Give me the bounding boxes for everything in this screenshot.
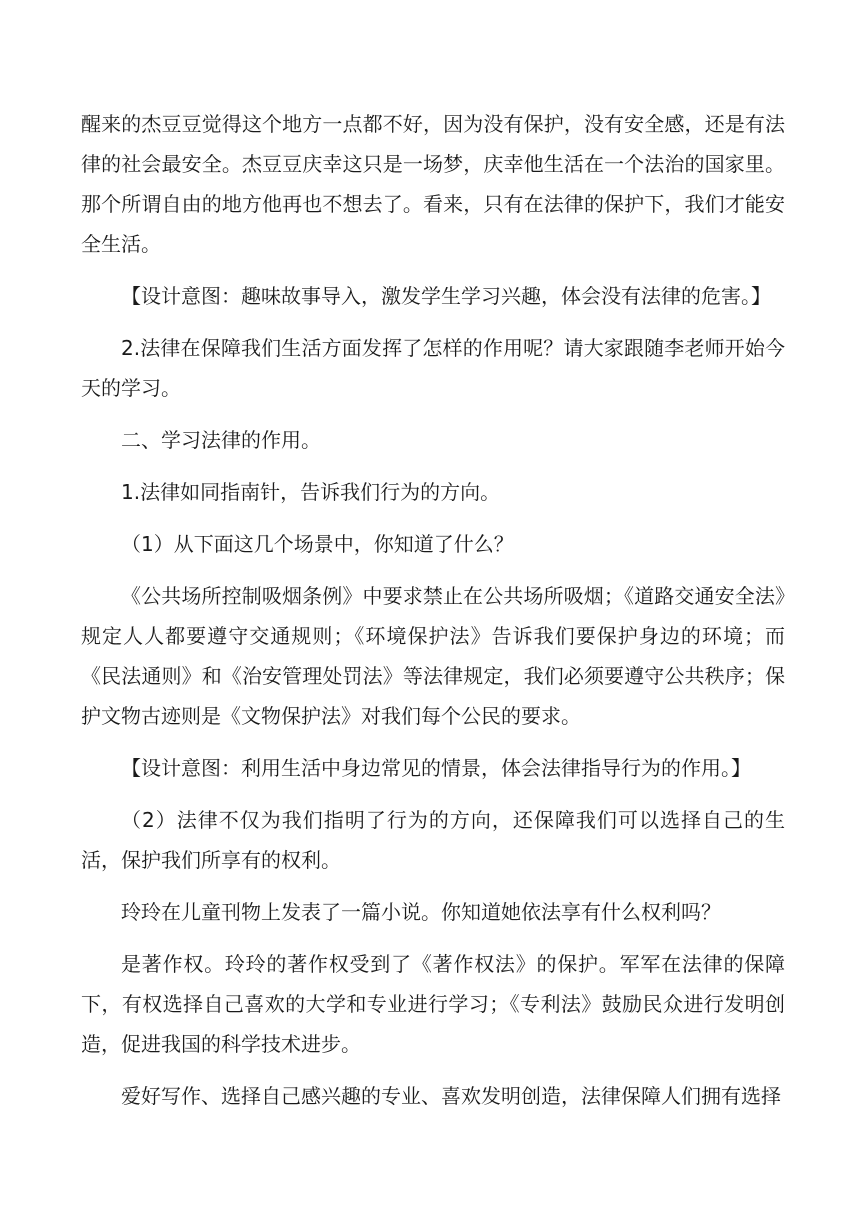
paragraph-design-intent-2: 【设计意图：利用生活中身边常见的情景，体会法律指导行为的作用。】	[121, 756, 751, 780]
sub-question-2: （2）法律不仅为我们指明了行为的方向，还保障我们可以选择自己的生活，保护我们所享有的权利。	[81, 808, 785, 872]
paragraph-design-intent-1: 【设计意图：趣味故事导入，激发学生学习兴趣，体会没有法律的危害。】	[121, 284, 771, 308]
sub-question-1: （1）从下面这几个场景中，你知道了什么？	[121, 532, 514, 556]
paragraph-choice-rights: 爱好写作、选择自己感兴趣的专业、喜欢发明创造，法律保障人们拥有选择	[121, 1084, 781, 1108]
document-page	[81, 104, 785, 1128]
paragraph-copyright-answer: 是著作权。玲玲的著作权受到了《著作权法》的保护。军军在法律的保障下，有权选择自己喜欢的大学和专业进行学习；《专利法》鼓励民众进行发明创造，促进我国的科学技术进步。	[81, 952, 785, 1056]
subheading-1: 1.法律如同指南针，告诉我们行为的方向。	[121, 480, 501, 504]
paragraph-lingling-question: 玲玲在儿童刊物上发表了一篇小说。你知道她依法享有什么权利吗？	[121, 900, 721, 924]
paragraph-laws-examples: 《公共场所控制吸烟条例》中要求禁止在公共场所吸烟；《道路交通安全法》规定人人都要遵守交通规则；《环境保护法》告诉我们要保护身边的环境；而《民法通则》和《治安管理处罚法》等法律规定，我们必须要遵守公共秩序；保护文物古迹则是《文物保护法》对我们每个公民的要求。	[81, 584, 785, 728]
section-heading-2: 二、学习法律的作用。	[121, 428, 321, 452]
paragraph-story-ending: 醒来的杰豆豆觉得这个地方一点都不好，因为没有保护，没有安全感，还是有法律的社会最安全。杰豆豆庆幸这只是一场梦，庆幸他生活在一个法治的国家里。那个所谓自由的地方他再也不想去了。看来，只有在法律的保护下，我们才能安全生活。	[81, 112, 785, 256]
paragraph-question-2: 2.法律在保障我们生活方面发挥了怎样的作用呢？请大家跟随李老师开始今天的学习。	[81, 336, 785, 400]
